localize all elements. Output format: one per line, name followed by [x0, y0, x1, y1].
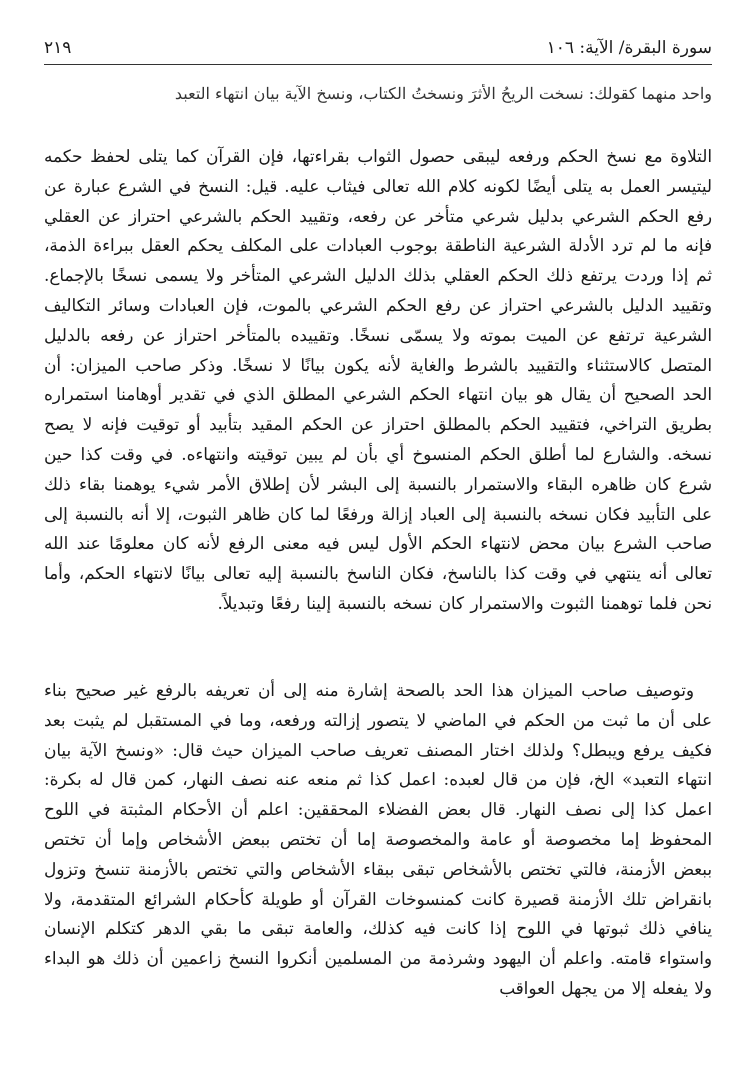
quoted-text-line: واحد منهما كقولك: نسخت الريحُ الأثرَ ونسختُ الكتاب، ونسخ الآية بيان انتهاء التعبد: [174, 84, 712, 103]
paragraph-1-text: التلاوة مع نسخ الحكم ورفعه ليبقى حصول الثواب بقراءتها، فإن القرآن كما يتلى لحفظ حكمه ليتيسر العمل به يتلى أيضًا لكونه كلام الله تعالى فيثاب عليه. قيل: النسخ في الشرع عبارة عن رفع الحكم الشرعي بدليل شرعي متأخر عن رفعه، وتقييد الحكم بالشرعي احتراز عن العقلي فإنه ما لم ترد الأدلة الشرعية الناطقة بوجوب العبادات على المكلف يحكم العقل ببراءة الذمة، ثم إذا وردت يرتفع ذلك الحكم العقلي بذلك الدليل الشرعي المتأخر ولا يسمى نسخًا بالإجماع. وتقييد الدليل بالشرعي احتراز عن رفع الحكم الشرعي بالموت، فإن العبادات وسائر التكاليف الشرعية ترتفع عن الميت بموته ولا يسمّى نسخًا. وتقييده بالمتأخر احتراز عن رفعه بالدليل المتصل كالاستثناء والتقييد بالشرط والغاية لأنه يكون بيانًا لا نسخًا. وذكر صاحب الميزان: أن الحد الصحيح أن يقال هو بيان انتهاء الحكم الشرعي المطلق الذي في تقدير أوهامنا استمراره بطريق التراخي، فتقييد الحكم بالمطلق احتراز عن الحكم المقيد بتأبيد أو توقيت فإنه لا يصح نسخه. والشارع لما أطلق الحكم المنسوخ أي بأن لم يبين توقيته وانتهاءه. في وقت كذا حين شرع كان ظاهره البقاء والاستمرار بالنسبة إلى البشر لأن إطلاق الأمر شيء يوهمنا بقاء ذلك على التأبيد فكان نسخه بالنسبة إلى العباد إزالة ورفعًا لما كان ظاهر الثبوت، إلا أنه بالنسبة إلى صاحب الشرع بيان محض لانتهاء الحكم الأول ليس فيه معنى الرفع لأنه كان معلومًا عند الله تعالى أنه ينتهي في وقت كذا بالناسخ، فكان الناسخ بالنسبة إليه تعالى بيانًا لانتهاء الحكم، وأما نحن فلما توهمنا الثبوت والاستمرار كان نسخه بالنسبة إلينا رفعًا وتبديلاً.: [44, 146, 712, 613]
page-header: [44, 36, 712, 66]
paragraph-2-text: وتوصيف صاحب الميزان هذا الحد بالصحة إشارة منه إلى أن تعريفه بالرفع غير صحيح بناء على أن ما ثبت من الحكم في الماضي لا يتصور إزالته ورفعه، وما في المستقبل لم يثبت بعد فكيف يرفع ويبطل؟ ولذلك اختار المصنف تعريف صاحب الميزان حيث قال: «ونسخ الآية بيان انتهاء التعبد» الخ، فإن من قال لعبده: اعمل كذا ثم منعه عنه نصف النهار، كمن قال له بكرة: اعمل كذا إلى نصف النهار. قال بعض الفضلاء المحققين: اعلم أن الأحكام المثبتة في اللوح المحفوظ إما مخصوصة أو عامة والمخصوصة إما أن تختص ببعض الأشخاص وإما أن تختص ببعض الأزمنة، فالتي تختص بالأشخاص تبقى ببقاء الأشخاص والتي تختص بالأزمنة تنسخ وتزول بانقراض تلك الأزمنة قصيرة كانت كمنسوخات القرآن أو طويلة كأحكام الشرائع المتقدمة، ولا ينافي ذلك ثبوتها في اللوح إذا كانت فيه كذلك، والعامة تبقى ما بقي الدهر كتكلم الإنسان واستواء قامته. واعلم أن اليهود وشرذمة من المسلمين أنكروا النسخ زاعمين أن ذلك هو البداء ولا يفعله إلا من يجهل العواقب: [44, 680, 712, 998]
surah-title: سورة البقرة/ الآية: ١٠٦: [546, 38, 712, 58]
header-divider: [44, 64, 712, 65]
page-number: ٢١٩: [44, 38, 72, 58]
body-paragraph-2: [44, 676, 712, 1004]
body-paragraph-1: [44, 142, 712, 619]
